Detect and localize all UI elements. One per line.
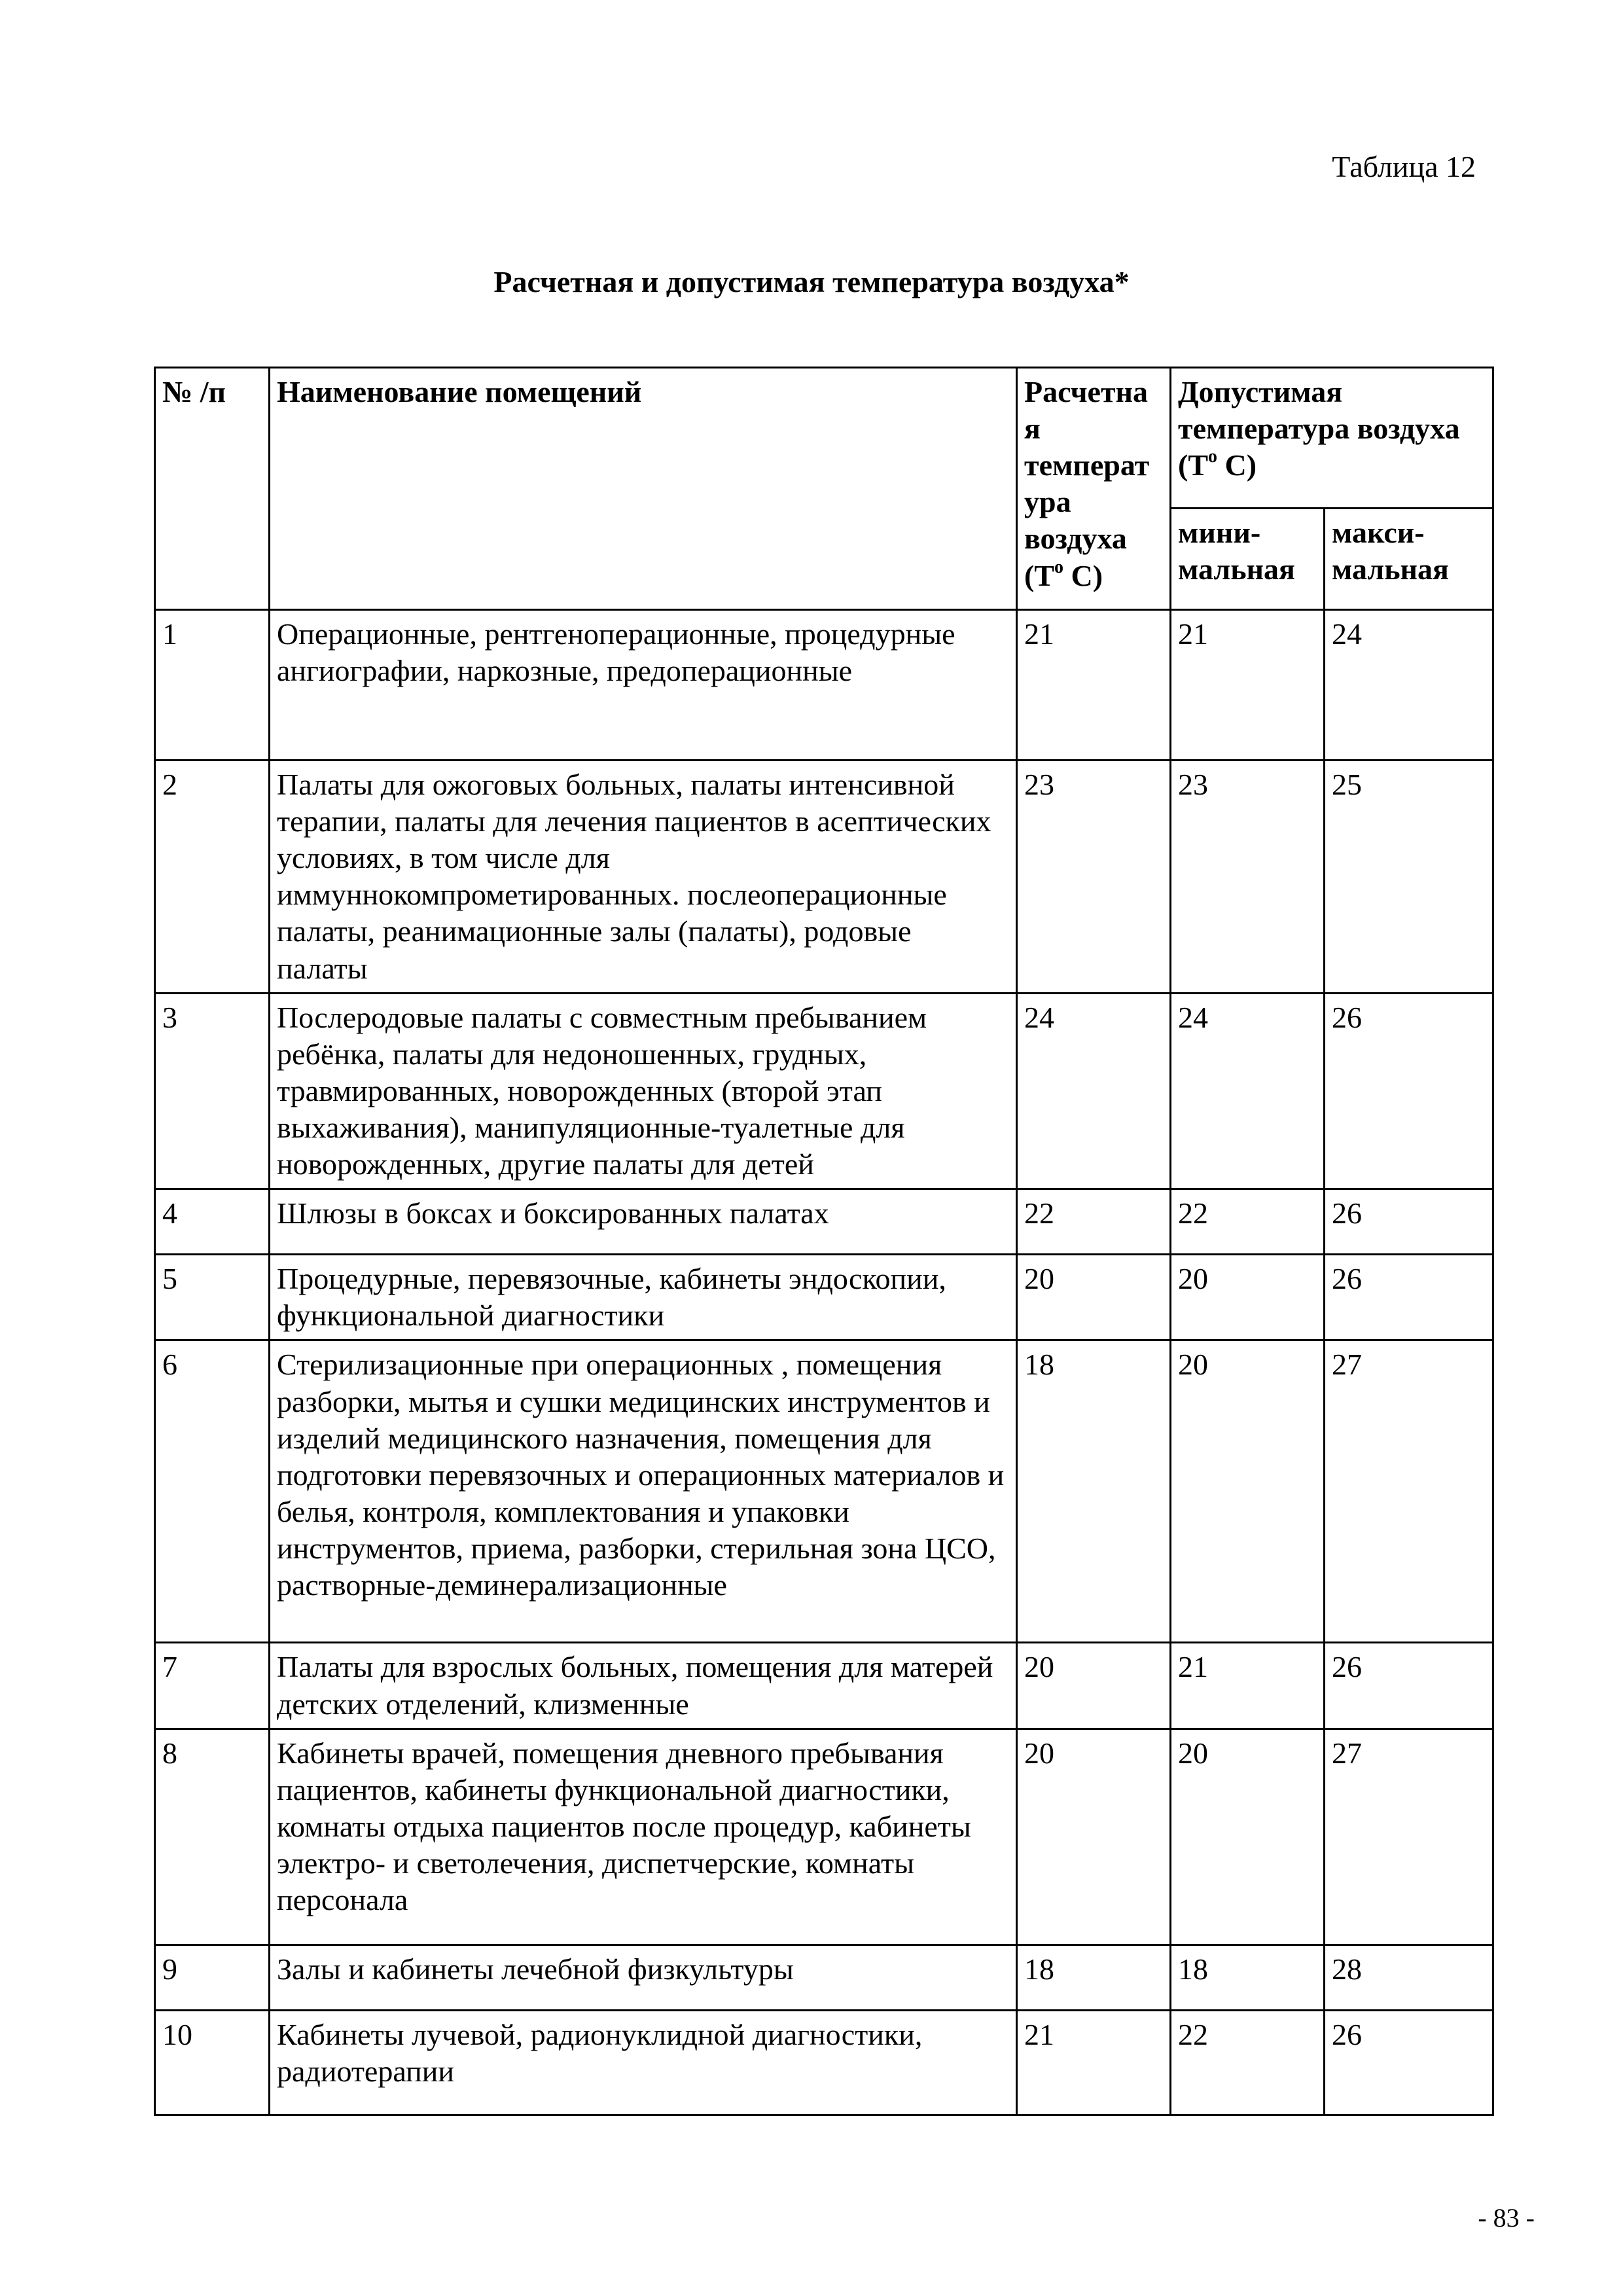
degree-sign: о (1054, 556, 1063, 577)
row-max-temp: 26 (1325, 2010, 1493, 2115)
row-room-name: Кабинеты лучевой, радионуклидной диагностики, радиотерапии (270, 2010, 1017, 2115)
document-title: Расчетная и допустимая температура воздуха* (493, 265, 1130, 298)
row-number: 6 (155, 1340, 270, 1643)
table-row (155, 1945, 1493, 2010)
row-room-name: Палаты для взрослых больных, помещения для матерей детских отделений, клизменные (270, 1643, 1017, 1729)
row-calculated-temp: 20 (1017, 1643, 1171, 1729)
row-room-name: Залы и кабинеты лечебной физкультуры (270, 1945, 1017, 2010)
header-calculated-unit: С) (1071, 558, 1103, 592)
row-max-temp: 26 (1325, 1255, 1493, 1340)
row-calculated-temp: 20 (1017, 1729, 1171, 1945)
row-min-temp: 23 (1171, 761, 1325, 994)
row-room-name: Стерилизационные при операционных , помещения разборки, мытья и сушки медицинских инструментов и изделий медицинского назначения, помещения для подготовки перевязочных и операционных материалов и белья, контроля, комплектования и упаковки инструментов, приема, разборки, стерильная зона ЦСО, растворные-деминерализационные (270, 1340, 1017, 1643)
row-room-name: Операционные, рентгеноперационные, процедурные ангиографии, наркозные, предоперационные (270, 610, 1017, 761)
row-min-temp: 24 (1171, 993, 1325, 1189)
header-allowed-temperature (1171, 368, 1493, 509)
row-min-temp: 21 (1171, 1643, 1325, 1729)
row-min-temp: 20 (1171, 1255, 1325, 1340)
header-min: мини- мальная (1171, 509, 1325, 610)
row-number: 8 (155, 1729, 270, 1945)
row-max-temp: 26 (1325, 993, 1493, 1189)
table-row (155, 610, 1493, 761)
row-max-temp: 27 (1325, 1729, 1493, 1945)
row-number: 3 (155, 993, 270, 1189)
table-row (155, 2010, 1493, 2115)
row-min-temp: 22 (1171, 1189, 1325, 1255)
row-max-temp: 26 (1325, 1189, 1493, 1255)
header-allowed-unit: С) (1224, 448, 1257, 482)
row-min-temp: 20 (1171, 1340, 1325, 1643)
row-number: 7 (155, 1643, 270, 1729)
table-row (155, 993, 1493, 1189)
row-room-name: Шлюзы в боксах и боксированных палатах (270, 1189, 1017, 1255)
page-number: - 83 - (1478, 2203, 1535, 2233)
row-max-temp: 27 (1325, 1340, 1493, 1643)
header-calculated-temperature (1017, 368, 1171, 610)
row-number: 1 (155, 610, 270, 761)
row-max-temp: 26 (1325, 1643, 1493, 1729)
row-calculated-temp: 20 (1017, 1255, 1171, 1340)
row-min-temp: 22 (1171, 2010, 1325, 2115)
row-max-temp: 24 (1325, 610, 1493, 761)
row-calculated-temp: 22 (1017, 1189, 1171, 1255)
table-row (155, 1340, 1493, 1643)
table-row (155, 1729, 1493, 1945)
table-body (155, 610, 1493, 2115)
temperature-table (154, 367, 1494, 2116)
header-calculated-text: Расчетна я температ ура воздуха (Т (1024, 375, 1150, 592)
row-max-temp: 28 (1325, 1945, 1493, 2010)
row-calculated-temp: 21 (1017, 610, 1171, 761)
header-max: макси- мальная (1325, 509, 1493, 610)
row-calculated-temp: 24 (1017, 993, 1171, 1189)
row-number: 2 (155, 761, 270, 994)
row-number: 10 (155, 2010, 270, 2115)
row-min-temp: 21 (1171, 610, 1325, 761)
table-row (155, 1255, 1493, 1340)
table-row (155, 1189, 1493, 1255)
table-label: Таблица 12 (1332, 150, 1476, 183)
row-calculated-temp: 21 (1017, 2010, 1171, 2115)
row-number: 4 (155, 1189, 270, 1255)
row-room-name: Кабинеты врачей, помещения дневного пребывания пациентов, кабинеты функциональной диагностики, комнаты отдыха пациентов после процедур, кабинеты электро- и светолечения, диспетчерские, комнаты персонала (270, 1729, 1017, 1945)
row-number: 5 (155, 1255, 270, 1340)
row-min-temp: 20 (1171, 1729, 1325, 1945)
header-number: № /п (155, 368, 270, 610)
row-number: 9 (155, 1945, 270, 2010)
row-calculated-temp: 18 (1017, 1945, 1171, 2010)
row-calculated-temp: 23 (1017, 761, 1171, 994)
row-room-name: Процедурные, перевязочные, кабинеты эндоскопии, функциональной диагностики (270, 1255, 1017, 1340)
row-min-temp: 18 (1171, 1945, 1325, 2010)
table-row (155, 761, 1493, 994)
table-row (155, 1643, 1493, 1729)
header-allowed-text: Допустимая температура воздуха (Т (1178, 375, 1460, 482)
row-room-name: Послеродовые палаты с совместным пребыванием ребёнка, палаты для недоношенных, грудных, травмированных, новорожденных (второй этап выхаживания), манипуляционные-туалетные для новорожденных, другие палаты для детей (270, 993, 1017, 1189)
row-room-name: Палаты для ожоговых больных, палаты интенсивной терапии, палаты для лечения пациентов в асептических условиях, в том числе для иммуннокомпрометированных. послеоперационные палаты, реанимационные залы (палаты), родовые палаты (270, 761, 1017, 994)
row-calculated-temp: 18 (1017, 1340, 1171, 1643)
degree-sign: о (1208, 446, 1217, 467)
row-max-temp: 25 (1325, 761, 1493, 994)
header-room-name: Наименование помещений (270, 368, 1017, 610)
